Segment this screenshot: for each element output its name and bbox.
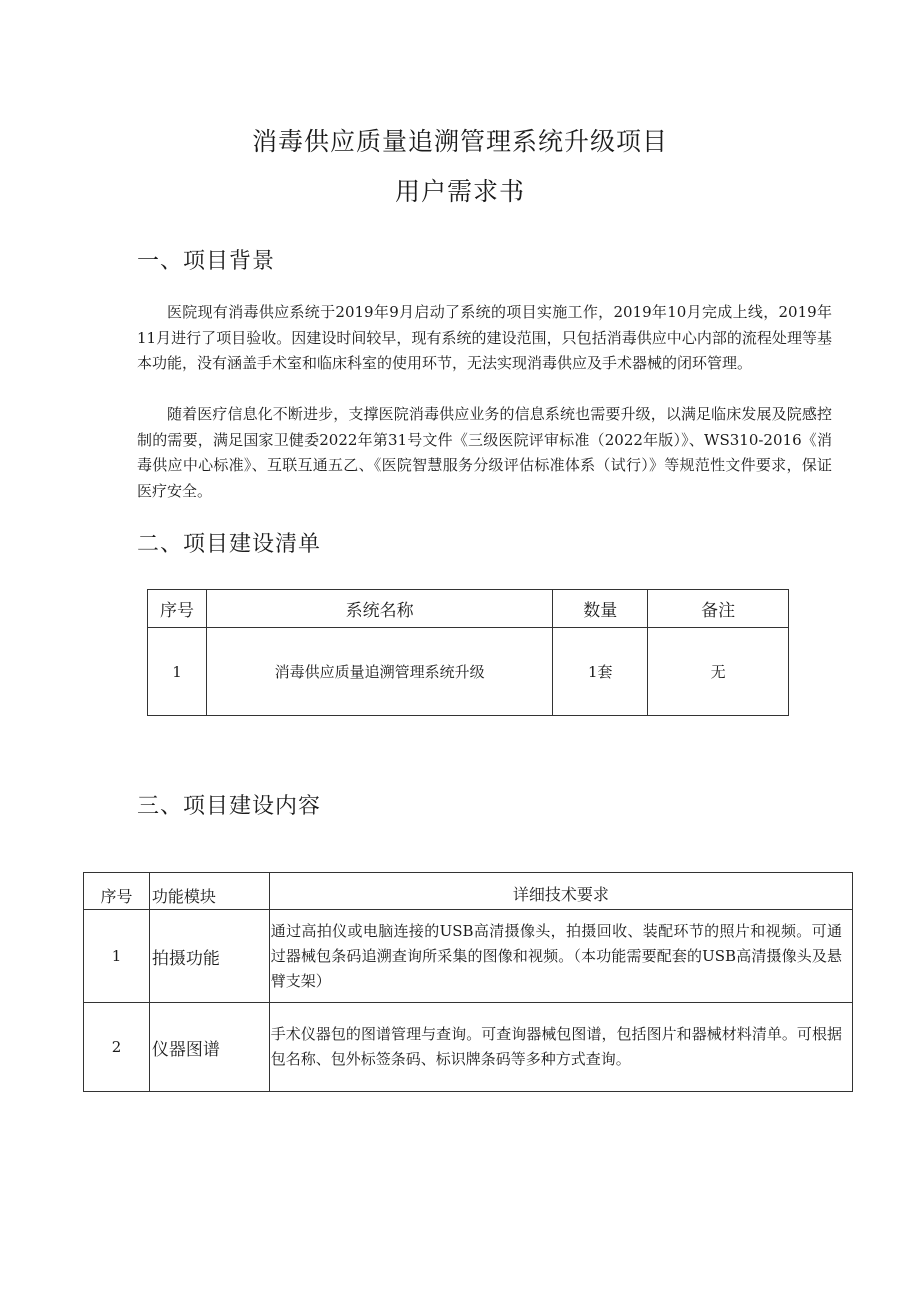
- header-cell-remark: 备注: [648, 590, 789, 628]
- section-heading-background: 一、项目背景: [137, 249, 276, 274]
- background-paragraph-2: 随着医疗信息化不断进步，支撑医院消毒供应业务的信息系统也需要升级，以满足临床发展及院感控制的需要，满足国家卫健委2022年第31号文件《三级医院评审标准（2022年版）》、WS310-2016《消毒供应中心标准》、互联互通五乙、《医院智慧服务分级评估标准体系（试行）》等规范性文件要求，保证医疗安全。: [137, 405, 832, 500]
- document-title: 消毒供应质量追溯管理系统升级项目: [251, 127, 668, 156]
- header-cell-system-name: 系统名称: [206, 590, 552, 628]
- construction-content-table: [83, 872, 853, 1092]
- cell-no: 1: [84, 910, 150, 1003]
- section-heading-construction-list: 二、项目建设清单: [137, 532, 322, 557]
- header-cell-no: 序号: [148, 590, 207, 628]
- table-header-row: [84, 873, 853, 910]
- document-subtitle: 用户需求书: [394, 177, 525, 206]
- cell-requirements: 手术仪器包的图谱管理与查询。可查询器械包图谱，包括图片和器械材料清单。可根据包名称、包外标签条码、标识牌条码等多种方式查询。: [269, 1003, 852, 1092]
- cell-system-name: 消毒供应质量追溯管理系统升级: [206, 628, 552, 716]
- table-row: [84, 1003, 853, 1092]
- table-row: [148, 628, 789, 716]
- cell-quantity: 1套: [553, 628, 648, 716]
- cell-remark: 无: [648, 628, 789, 716]
- section-heading-construction-content: 三、项目建设内容: [137, 794, 322, 819]
- header-cell-requirements: 详细技术要求: [269, 873, 852, 910]
- header-cell-no: 序号: [84, 873, 150, 910]
- cell-no: 1: [148, 628, 207, 716]
- cell-no: 2: [84, 1003, 150, 1092]
- background-paragraph-1: 医院现有消毒供应系统于2019年9月启动了系统的项目实施工作，2019年10月完成上线，2019年11月进行了项目验收。因建设时间较早，现有系统的建设范围，只包括消毒供应中心内部的流程处理等基本功能，没有涵盖手术室和临床科室的使用环节，无法实现消毒供应及手术器械的闭环管理。: [137, 303, 832, 372]
- cell-requirements: 通过高拍仪或电脑连接的USB高清摄像头，拍摄回收、装配环节的照片和视频。可通过器械包条码追溯查询所采集的图像和视频。（本功能需要配套的USB高清摄像头及悬臂支架）: [269, 910, 852, 1003]
- table-header-row: [148, 590, 789, 628]
- construction-list-table: [147, 589, 789, 716]
- table-row: [84, 910, 853, 1003]
- cell-module: 拍摄功能: [149, 910, 269, 1003]
- header-cell-quantity: 数量: [553, 590, 648, 628]
- header-cell-module: 功能模块: [149, 873, 269, 910]
- cell-module: 仪器图谱: [149, 1003, 269, 1092]
